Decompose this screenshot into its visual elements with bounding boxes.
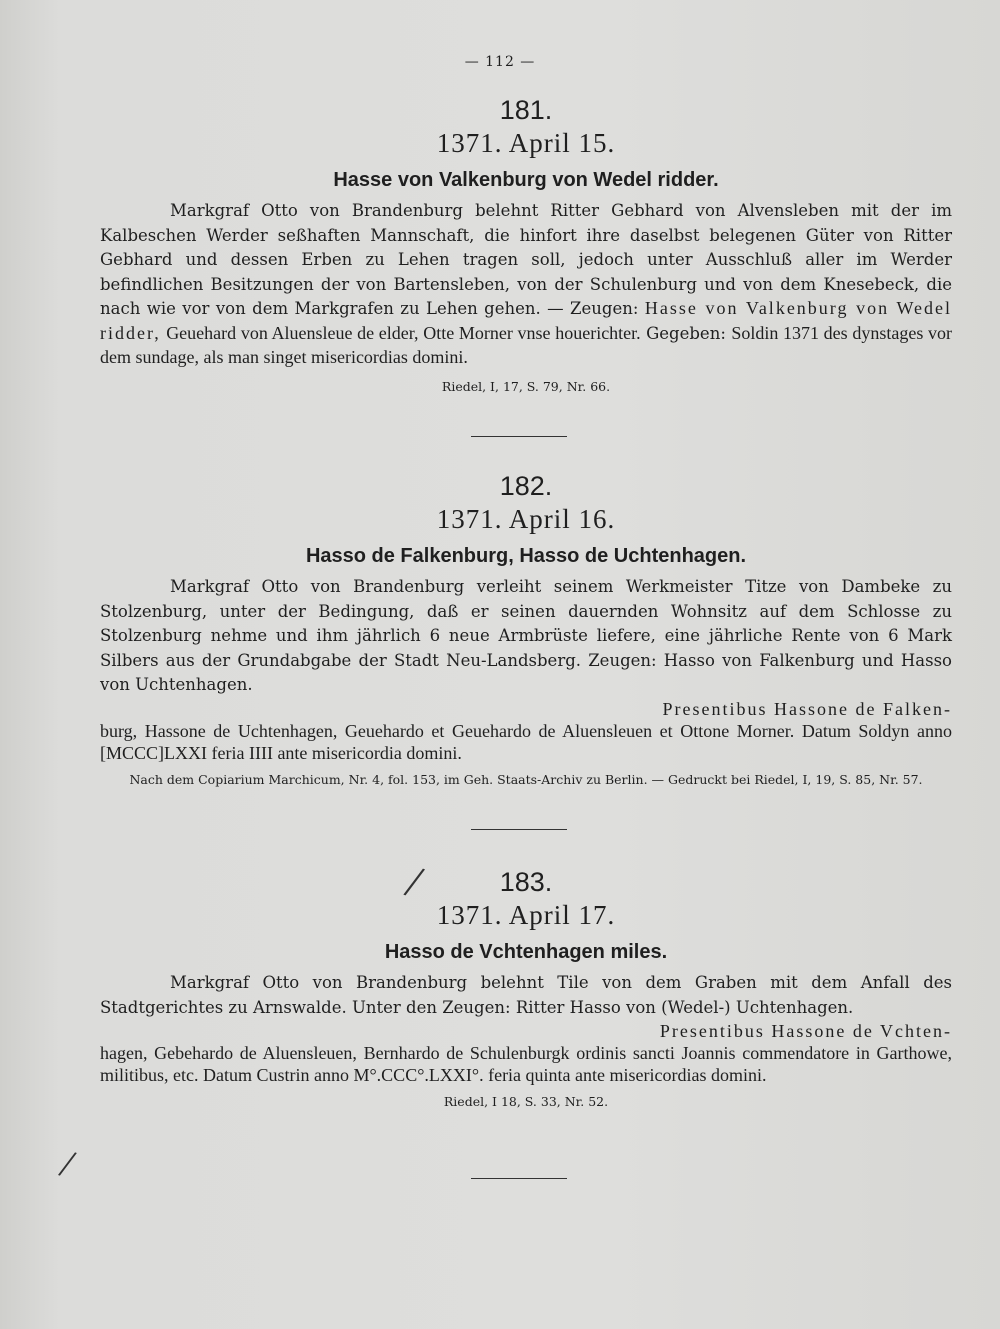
- entry-title: Hasso de Vchtenhagen miles.: [384, 941, 668, 963]
- latin-rest: burg, Hassone de Uchtenhagen, Geuehardo et Geuehardo de Aluensleuen et Ottone Morner. Datum Soldyn anno [MCCC]LXXI feria IIII ante misericordia domini.: [100, 720, 952, 763]
- page-number: — 112 —: [464, 54, 536, 70]
- latin-lead: Presentibus Hassone de Vchten-: [659, 1021, 952, 1041]
- entry-body: Markgraf Otto von Brandenburg belehnt Tile von dem Graben mit dem Anfall des Stadtgerichtes zu Arnswalde. Unter den Zeugen: Ritter Hasso von (Wedel-) Uchtenhagen.: [100, 973, 952, 1017]
- separator-line: [471, 436, 567, 437]
- entry-body: Markgraf Otto von Brandenburg verleiht seinem Werkmeister Titze von Dambeke zu Stolzenburg, unter der Bedingung, daß er seinen dauernden Wohnsitz auf dem Schlosse zu Stolzenburg nehme und ihm jährlich 6 neue Armbrüste liefere, eine jährliche Rente von 6 Mark Silbers aus der Grundabgabe der Stadt Neu-Landsberg. Zeugen: Hasso von Falkenburg und Hasso von Uchtenhagen.: [100, 577, 952, 694]
- entry-given-label: Gegeben:: [646, 323, 726, 343]
- entry-date: 1371. April 17.: [436, 900, 616, 930]
- entry-latin: Geuehard von Aluensleue de elder, Otte Morner vnse houerichter.: [166, 322, 641, 343]
- pencil-mark-icon: /: [55, 1140, 80, 1187]
- latin-lead: Presentibus Hassone de Falken-: [662, 698, 952, 719]
- entry-given-text: Soldin 1371 des dynstages vor dem sundage, als man singet misericordias domini.: [100, 322, 952, 367]
- entry-witnesses: Hasse von Valkenburg von Wedel ridder,: [100, 298, 952, 343]
- entry-date: 1371. April 15.: [436, 128, 616, 158]
- entry-number: 181.: [499, 95, 553, 125]
- separator-line: [471, 1178, 567, 1179]
- entry-summary: Markgraf Otto von Brandenburg belehnt Ritter Gebhard von Alvensleben mit der im Kalbeschen Werder seßhaften Mannschaft, die hinfort ihre daselbst belegenen Güter von Ritter Gebhard und dessen Erben zu Lehen tragen soll, jedoch unter Ausschluß aller im Werder befindlichen Besitzungen der von Bartensleben, von der Schulenburg und von dem Knesebeck, die nach wie vor von dem Markgrafen zu Lehen gehen. — Zeugen:: [100, 201, 952, 318]
- entry-source: Riedel, I, 17, S. 79, Nr. 66.: [441, 378, 611, 394]
- entry-number: 182.: [499, 471, 553, 501]
- entry-183: [100, 866, 952, 1112]
- entry-source: Nach dem Copiarium Marchicum, Nr. 4, fol. 153, im Geh. Staats-Archiv zu Berlin. — Gedruckt bei Riedel, I, 19, S. 85, Nr. 57.: [129, 771, 923, 787]
- entry-title: Hasso de Falkenburg, Hasso de Uchtenhagen.: [305, 545, 747, 567]
- entry-date: 1371. April 16.: [436, 504, 616, 534]
- entry-number: 183.: [499, 867, 553, 897]
- entry-latin: [100, 698, 952, 764]
- separator-line: [471, 829, 567, 830]
- entry-181: [100, 94, 952, 397]
- entry-latin: [100, 1020, 952, 1086]
- latin-rest: hagen, Gebehardo de Aluensleuen, Bernhardo de Schulenburgk ordinis sancti Joannis commendatore in Garthowe, militibus, etc. Datum Custrin anno M°.CCC°.LXXI°. feria quinta ante misericordias domini.: [100, 1043, 952, 1085]
- entry-source: Riedel, I 18, S. 33, Nr. 52.: [443, 1094, 609, 1109]
- entry-title: Hasse von Valkenburg von Wedel ridder.: [333, 169, 719, 191]
- entry-body: [100, 199, 952, 371]
- entry-182: [100, 470, 952, 790]
- pencil-mark-icon: /: [400, 855, 429, 908]
